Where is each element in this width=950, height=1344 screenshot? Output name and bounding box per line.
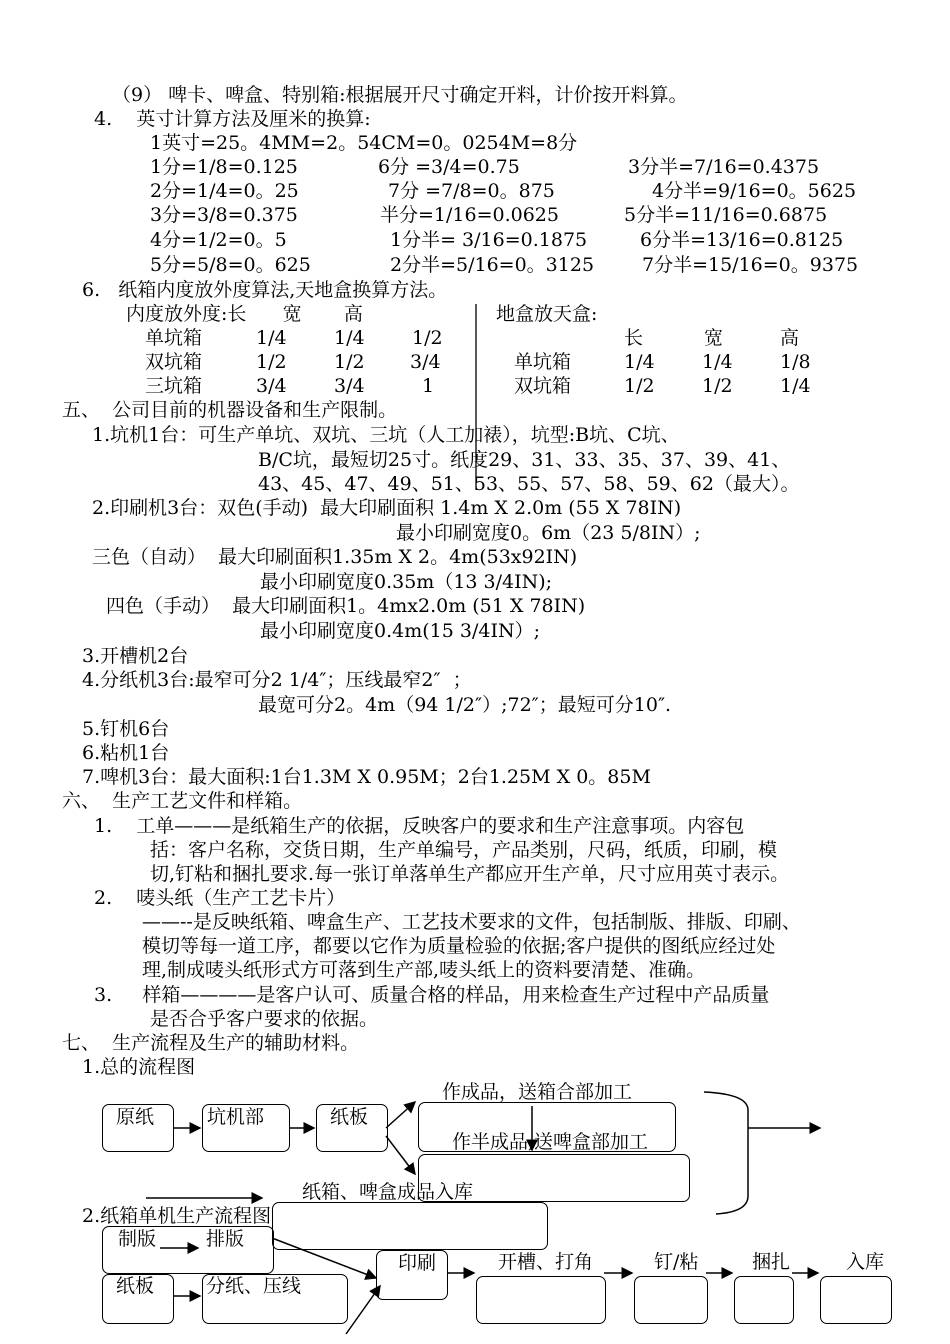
- inner-cell: 1/2: [412, 327, 443, 349]
- section-five-heading: 五、 公司目前的机器设备和生产限制。: [62, 399, 398, 421]
- doc-mark-paper: 2. 唛头纸（生产工艺卡片）: [94, 887, 346, 909]
- inner-cell: 1/4: [334, 327, 365, 349]
- conv-cell: 3分=3/8=0.375: [150, 204, 298, 226]
- lid-cell: 1/4: [780, 375, 811, 397]
- lid-cell: 1/2: [702, 375, 733, 397]
- machine-printer-3color: 三色（自动） 最大印刷面积1.35m X 2。4m(53x92IN): [92, 546, 578, 568]
- conv-cell: 5分半=11/16=0.6875: [624, 204, 828, 226]
- conv-cell: 2分半=5/16=0。3125: [390, 254, 595, 276]
- machine-slotter: 3.开槽机2台: [82, 645, 189, 667]
- machine-corrugator-cont: B/C坑，最短切25寸。纸度29、31、33、35、37、39、41、: [258, 449, 791, 471]
- conv-cell: 5分=5/8=0。625: [150, 254, 311, 276]
- flow2-layout-label: 排版: [206, 1228, 245, 1250]
- flow2-slit-label: 分纸、压线: [206, 1275, 302, 1297]
- machine-corrugator: 1.坑机1台：可生产单坑、双坑、三坑（人工加裱），坑型:B坑、C坑、: [92, 424, 680, 446]
- machine-diecutter: 7.啤机3台：最大面积:1台1.3M X 0.95M；2台1.25M X 0。85M: [82, 766, 651, 788]
- conv-cell: 4分=1/2=0。5: [150, 229, 287, 251]
- conv-cell: 1分=1/8=0.125: [150, 156, 298, 178]
- conv-cell: 6分半=13/16=0.8125: [640, 229, 844, 251]
- inner-cell: 3/4: [410, 351, 441, 373]
- flow2-store-box: [820, 1276, 892, 1324]
- flow2-nail-box: [634, 1276, 708, 1324]
- conv-cell: 6分 =3/4=0.75: [378, 156, 520, 178]
- flow2-bundle-label: 捆扎: [752, 1251, 791, 1273]
- inch-definition: 1英寸=25。4MM=2。54CM=0。0254M=8分: [150, 132, 578, 154]
- flow-store-box: [272, 1202, 548, 1250]
- inner-cell: 1/4: [256, 327, 287, 349]
- conv-cell: 7分 =7/8=0。875: [388, 180, 555, 202]
- inner-row-label: 三坑箱: [145, 375, 203, 397]
- doc-mark-paper-cont: 模切等每一道工序，都要以它作为质量检验的依据;客户提供的图纸应经过处: [142, 935, 776, 957]
- flow2-slot-box: [476, 1276, 606, 1324]
- flow-finished-label: 作成品，送箱合部加工: [442, 1081, 633, 1103]
- flowchart-2-title: 2.纸箱单机生产流程图: [82, 1205, 272, 1227]
- conv-cell: 1分半= 3/16=0.1875: [390, 229, 588, 251]
- lid-cell: 1/4: [624, 351, 655, 373]
- conv-cell: 4分半=9/16=0。5625: [652, 180, 857, 202]
- conv-cell: 2分=1/4=0。25: [150, 180, 299, 202]
- lid-header: 长: [624, 327, 644, 349]
- inner-cell: 1/2: [334, 351, 365, 373]
- doc-mark-paper-cont: ——--是反映纸箱、啤盒生产、工艺技术要求的文件，包括制版、排版、印刷、: [142, 911, 801, 933]
- flow2-board-label: 纸板: [116, 1275, 155, 1297]
- doc-mark-paper-cont: 理,制成唛头纸形式方可落到生产部,唛头纸上的资料要清楚、准确。: [142, 959, 706, 981]
- lid-cell: 1/8: [780, 351, 811, 373]
- machine-corrugator-cont: 43、45、47、49、51、53、55、57、58、59、62（最大）。: [258, 473, 800, 495]
- doc-sample-box: 3. 样箱————是客户认可、质量合格的样品，用来检查生产过程中产品质量: [94, 984, 770, 1006]
- conv-cell: 7分半=15/16=0。9375: [642, 254, 859, 276]
- inner-cell: 1/2: [256, 351, 287, 373]
- flow-raw-paper-label: 原纸: [116, 1106, 155, 1128]
- flow-store-label: 纸箱、啤盒成品入库: [302, 1181, 474, 1203]
- doc-work-order: 1. 工单———是纸箱生产的依据，反映客户的要求和生产注意事项。内容包: [94, 815, 745, 837]
- flow2-nail-label: 钉/粘: [654, 1251, 699, 1273]
- machine-printer-4color: 四色（手动） 最大印刷面积1。4mx2.0m (51 X 78IN): [106, 595, 586, 617]
- machine-printer-cont: 最小印刷宽度0.4m(15 3/4IN）;: [260, 620, 540, 642]
- lid-cell: 1/4: [702, 351, 733, 373]
- lid-header: 高: [780, 327, 800, 349]
- conv-cell: 3分半=7/16=0.4375: [628, 156, 820, 178]
- doc-work-order-cont: 括：客户名称，交货日期，生产单编号，产品类别，尺码，纸质，印刷，模: [150, 839, 778, 861]
- machine-stitcher: 5.钉机6台: [82, 718, 170, 740]
- lid-table-title: 地盒放天盒:: [496, 303, 598, 325]
- section-inch-conversion: 4. 英寸计算方法及厘米的换算:: [94, 108, 371, 130]
- flow-corrugator-label: 坑机部: [207, 1106, 265, 1128]
- section-seven-heading: 七、 生产流程及生产的辅助材料。: [62, 1032, 360, 1054]
- machine-printer-cont: 最小印刷宽度0.35m（13 3/4IN);: [260, 571, 553, 593]
- machine-gluer: 6.粘机1台: [82, 742, 170, 764]
- inner-cell: 3/4: [256, 375, 287, 397]
- flow-semi-label: 作半成品,送啤盒部加工: [452, 1131, 649, 1153]
- inner-row-label: 单坑箱: [145, 327, 203, 349]
- flow-board-label: 纸板: [330, 1106, 369, 1128]
- flow2-slot-label: 开槽、打角: [498, 1251, 594, 1273]
- machine-printer-cont: 最小印刷宽度0。6m（23 5/8IN）;: [396, 522, 701, 544]
- machine-slitter: 4.分纸机3台:最窄可分2 1/4″；压线最窄2″ ；: [82, 669, 472, 691]
- section-box-sizing: 6. 纸箱内度放外度算法,天地盒换算方法。: [82, 279, 448, 301]
- lid-cell: 1/2: [624, 375, 655, 397]
- lid-row-label: 单坑箱: [514, 351, 572, 373]
- conv-cell: 半分=1/16=0.0625: [380, 204, 559, 226]
- inner-row-label: 双坑箱: [145, 351, 203, 373]
- lid-header: 宽: [704, 327, 724, 349]
- machine-slitter-cont: 最宽可分2。4m（94 1/2″）;72″；最短可分10″.: [258, 694, 672, 716]
- doc-work-order-cont: 切,钉粘和捆扎要求.每一张订单落单生产都应开生产单，尺寸应用英寸表示。: [150, 863, 790, 885]
- inner-cell: 1: [422, 375, 435, 397]
- section-six-heading: 六、 生产工艺文件和样箱。: [62, 790, 303, 812]
- inner-cell: 3/4: [334, 375, 365, 397]
- machine-printer: 2.印刷机3台：双色(手动) 最大印刷面积 1.4m X 2.0m (55 X 78IN): [92, 497, 682, 519]
- flowchart-1-title: 1.总的流程图: [82, 1056, 196, 1078]
- flow2-print-label: 印刷: [398, 1252, 437, 1274]
- flow2-plate-label: 制版: [118, 1228, 157, 1250]
- inner-table-header: 内度放外度:长 宽 高: [126, 303, 363, 325]
- flow2-store-label: 入库: [846, 1251, 885, 1273]
- doc-sample-box-cont: 是否合乎客户要求的依据。: [150, 1008, 379, 1030]
- flow2-bundle-box: [734, 1276, 794, 1324]
- lid-row-label: 双坑箱: [514, 375, 572, 397]
- line-beer-card: （9） 啤卡、啤盒、特别箱:根据展开尺寸确定开料，计价按开料算。: [112, 84, 688, 106]
